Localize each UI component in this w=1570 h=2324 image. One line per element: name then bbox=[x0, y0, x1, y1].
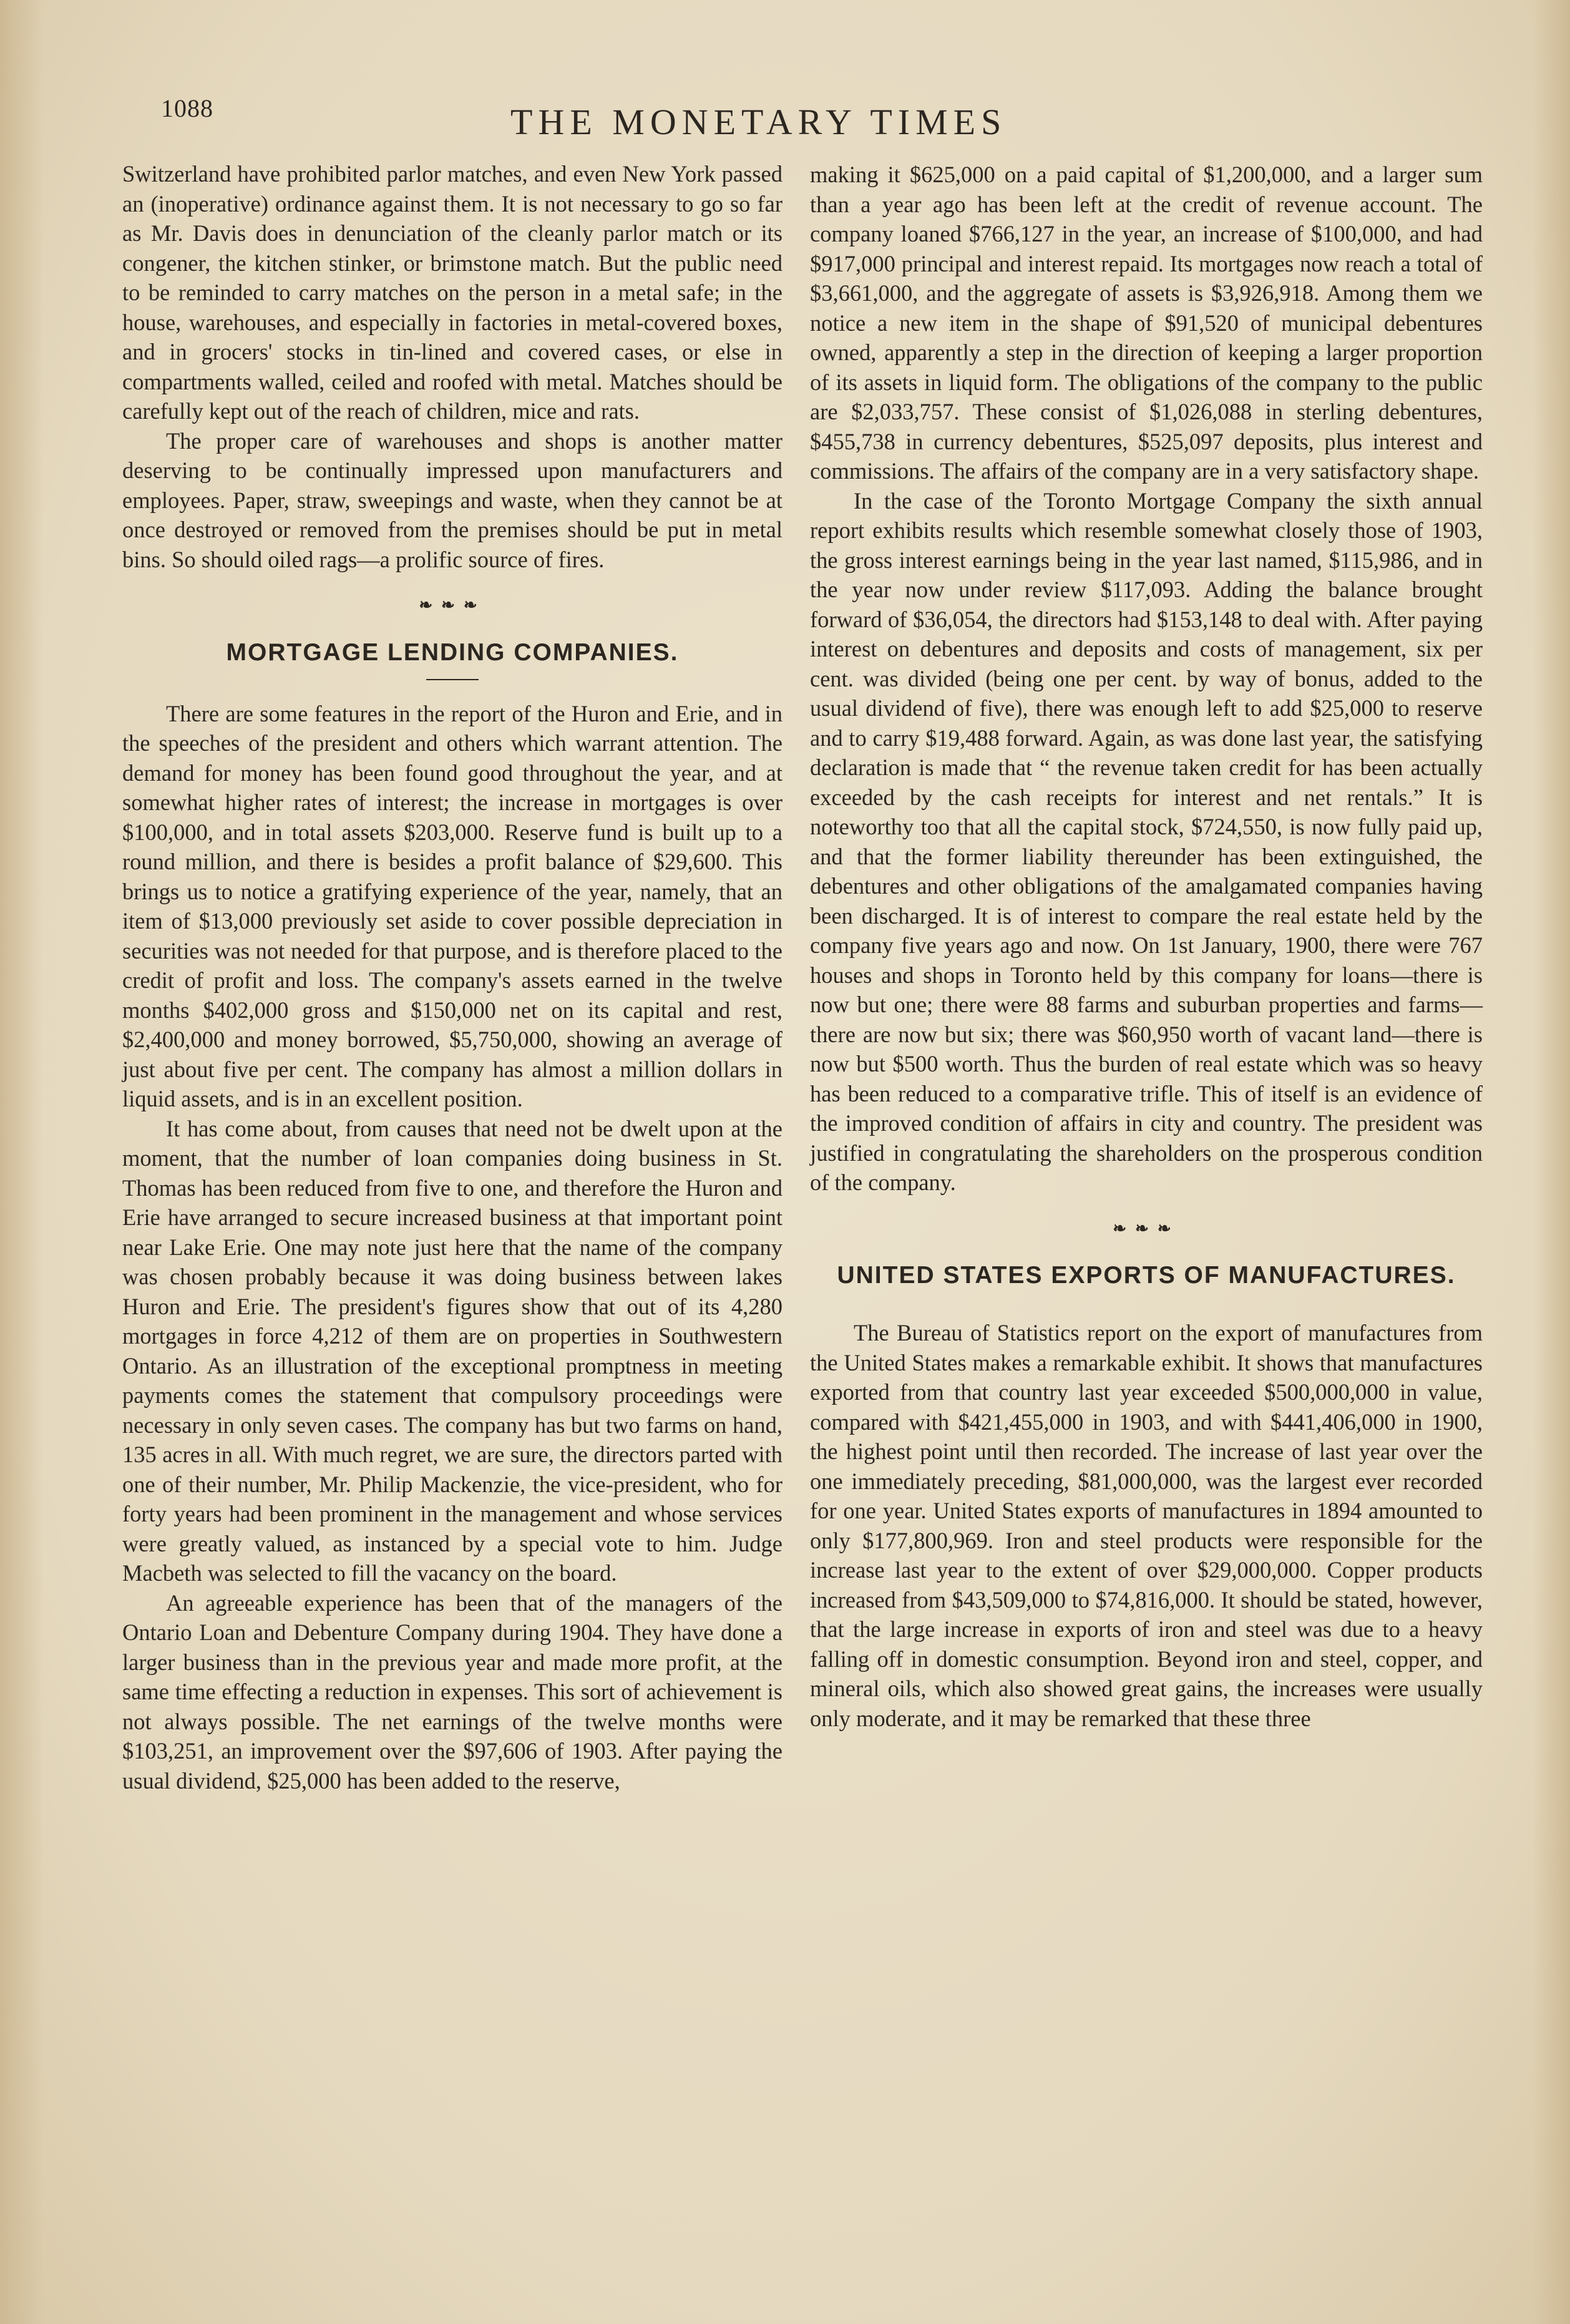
right-column bbox=[810, 160, 1483, 1733]
heading-rule bbox=[426, 679, 479, 680]
paragraph: Switzerland have prohibited parlor matches, and even New York passed an (inoperative) ordinance against them. It is not necessary to go so far as Mr. Davis does in denunciation of the cleanly parlor match or its congener, the kitchen stinker, or brimstone match. But the public need to be reminded to carry matches on the person in a metal safe; in the house, warehouses, and especially in factories in metal-covered boxes, and in grocers' stocks in tin-lined and covered cases, or else in compartments walled, ceiled and roofed with metal. Matches should be carefully kept out of the reach of children, mice and rats. bbox=[122, 161, 783, 424]
section-divider-ornament: ❧❧❧ bbox=[1113, 1219, 1180, 1238]
paragraph: There are some features in the report of the Huron and Erie, and in the speeches of the president and others which warrant attention. The demand for money has been found good throughout the year, and at somewhat higher rates of interest; the increase in mortgages is over $100,000, and in total assets $203,000. Reserve fund is built up to a round million, and there is besides a profit balance of $29,600. This brings us to notice a gratifying experience of the year, namely, that an item of $13,000 previously set aside to cover possible depreciation in securities was not needed for that purpose, and is therefore placed to the credit of profit and loss. The company's assets earned in the twelve months $402,000 gross and $150,000 net on its capital and rest, $2,400,000 and money borrowed, $5,750,000, showing an average of just about five per cent. The company has almost a million dollars in liquid assets, and is in an excellent position. bbox=[122, 700, 783, 1111]
paragraph: The Bureau of Statistics report on the export of manufactures from the United States makes a remarkable exhibit. It shows that manufactures exported from that country last year exceeded $500,000,000 in value, compared with $421,455,000 in 1903, and with $441,406,000 in 1900, the highest point until then recorded. The increase of last year over the one immediately preceding, $81,000,000, was the largest ever recorded for one year. United States exports of manufactures in 1894 amounted to only $177,800,969. Iron and steel products were responsible for the increase last year to the extent of over $29,000,000. Copper products increased from $43,509,000 to $74,816,000. It should be stated, however, that the large increase in exports of iron and steel was due to a heavy falling off in domestic consumption. Beyond iron and steel, copper, and mineral oils, which also showed great gains, the increases were usually only moderate, and it may be remarked that these three bbox=[810, 1320, 1483, 1731]
page-number: 1088 bbox=[161, 94, 213, 122]
section-heading: UNITED STATES EXPORTS OF MANUFACTURES. bbox=[837, 1262, 1456, 1289]
section-heading: MORTGAGE LENDING COMPANIES. bbox=[226, 638, 679, 666]
paragraph: making it $625,000 on a paid capital of $1,200,000, and a larger sum than a year ago has been left at the credit of revenue account. The company loaned $766,127 in the year, an increase of $100,000, and had $917,000 principal and interest repaid. Its mortgages now reach a total of $3,661,000, and the aggregate of assets is $3,926,918. Among them we notice a new item in the shape of $91,520 of municipal debentures owned, apparently a step in the direction of keeping a larger proportion of its assets in liquid form. The obligations of the company to the public are $2,033,757. These consist of $1,026,088 in sterling debentures, $455,738 in currency debentures, $525,097 deposits, plus interest and commissions. The affairs of the company are in a very satisfactory shape. bbox=[810, 162, 1483, 484]
left-column bbox=[122, 159, 783, 1795]
page-edge-shadow-right bbox=[1533, 0, 1570, 2324]
page-edge-shadow-left bbox=[0, 0, 44, 2324]
paragraph: The proper care of warehouses and shops is another matter deserving to be continually impressed upon manufacturers and employees. Paper, straw, sweepings and waste, when they cannot be at once destroyed or removed from the premises should be put in metal bins. So should oiled rags—a prolific source of fires. bbox=[122, 427, 783, 572]
running-title: THE MONETARY TIMES bbox=[510, 102, 1007, 142]
heading-spacer bbox=[810, 1302, 1483, 1318]
section-divider-ornament: ❧❧❧ bbox=[419, 596, 486, 614]
paragraph: An agreeable experience has been that of the managers of the Ontario Loan and Debenture Company during 1904. They have done a larger business than in the previous year and made more profit, at the same time effecting a reduction in expenses. This sort of achievement is not always possible. The net earnings of the twelve months were $103,251, an improvement over the $97,606 of 1903. After paying the usual dividend, $25,000 has been added to the reserve, bbox=[122, 1589, 783, 1794]
paragraph: In the case of the Toronto Mortgage Company the sixth annual report exhibits results which resemble somewhat closely those of 1903, the gross interest earnings being in the year last named, $115,986, and in the year now under review $117,093. Adding the balance brought forward of $36,054, the directors had $153,148 to deal with. After paying interest on debentures and deposits and costs of management, six per cent. was divided (being one per cent. by way of bonus, added to the usual dividend of five), there was enough left to add $25,000 to reserve and to carry $19,488 forward. Again, as was done last year, the satisfying declaration is made that “ the revenue taken credit for has been actually exceeded by the cash receipts for interest and net rentals.” It is noteworthy too that all the capital stock, $724,550, is now fully paid up, and that the former liability thereunder has been extinguished, the debentures and other obligations of the amalgamated companies having been discharged. It is of interest to compare the real estate held by the company five years ago and now. On 1st January, 1900, there were 767 houses and shops in Toronto held by this company for loans—there is now but one; there were 88 farms and suburban properties and farms—there are now but six; there was $60,950 worth of vacant land—there is now but $500 worth. Thus the burden of real estate which was so heavy has been reduced to a comparative trifle. This of itself is an evidence of the improved condition of affairs in city and country. The president was justified in congratulating the shareholders on the prosperous condition of the company. bbox=[810, 487, 1483, 1195]
paragraph: It has come about, from causes that need not be dwelt upon at the moment, that the number of loan companies doing business in St. Thomas has been reduced from five to one, and therefore the Huron and Erie have arranged to secure increased business at that important point near Lake Erie. One may note just here that the name of the company was chosen probably because it was doing business between lakes Huron and Erie. The president's figures show that out of its 4,280 mortgages in force 4,212 of them are on properties in Southwestern Ontario. As an illustration of the exceptional promptness in meeting payments comes the statement that compulsory proceedings were necessary in only seven cases. The company has but two farms on hand, 135 acres in all. With much regret, we are sure, the directors parted with one of their number, Mr. Philip Mackenzie, the vice-president, who for forty years had been prominent in the management and whose services were greatly valued, as instanced by a special vote to him. Judge Macbeth was selected to fill the vacancy on the board. bbox=[122, 1115, 783, 1586]
